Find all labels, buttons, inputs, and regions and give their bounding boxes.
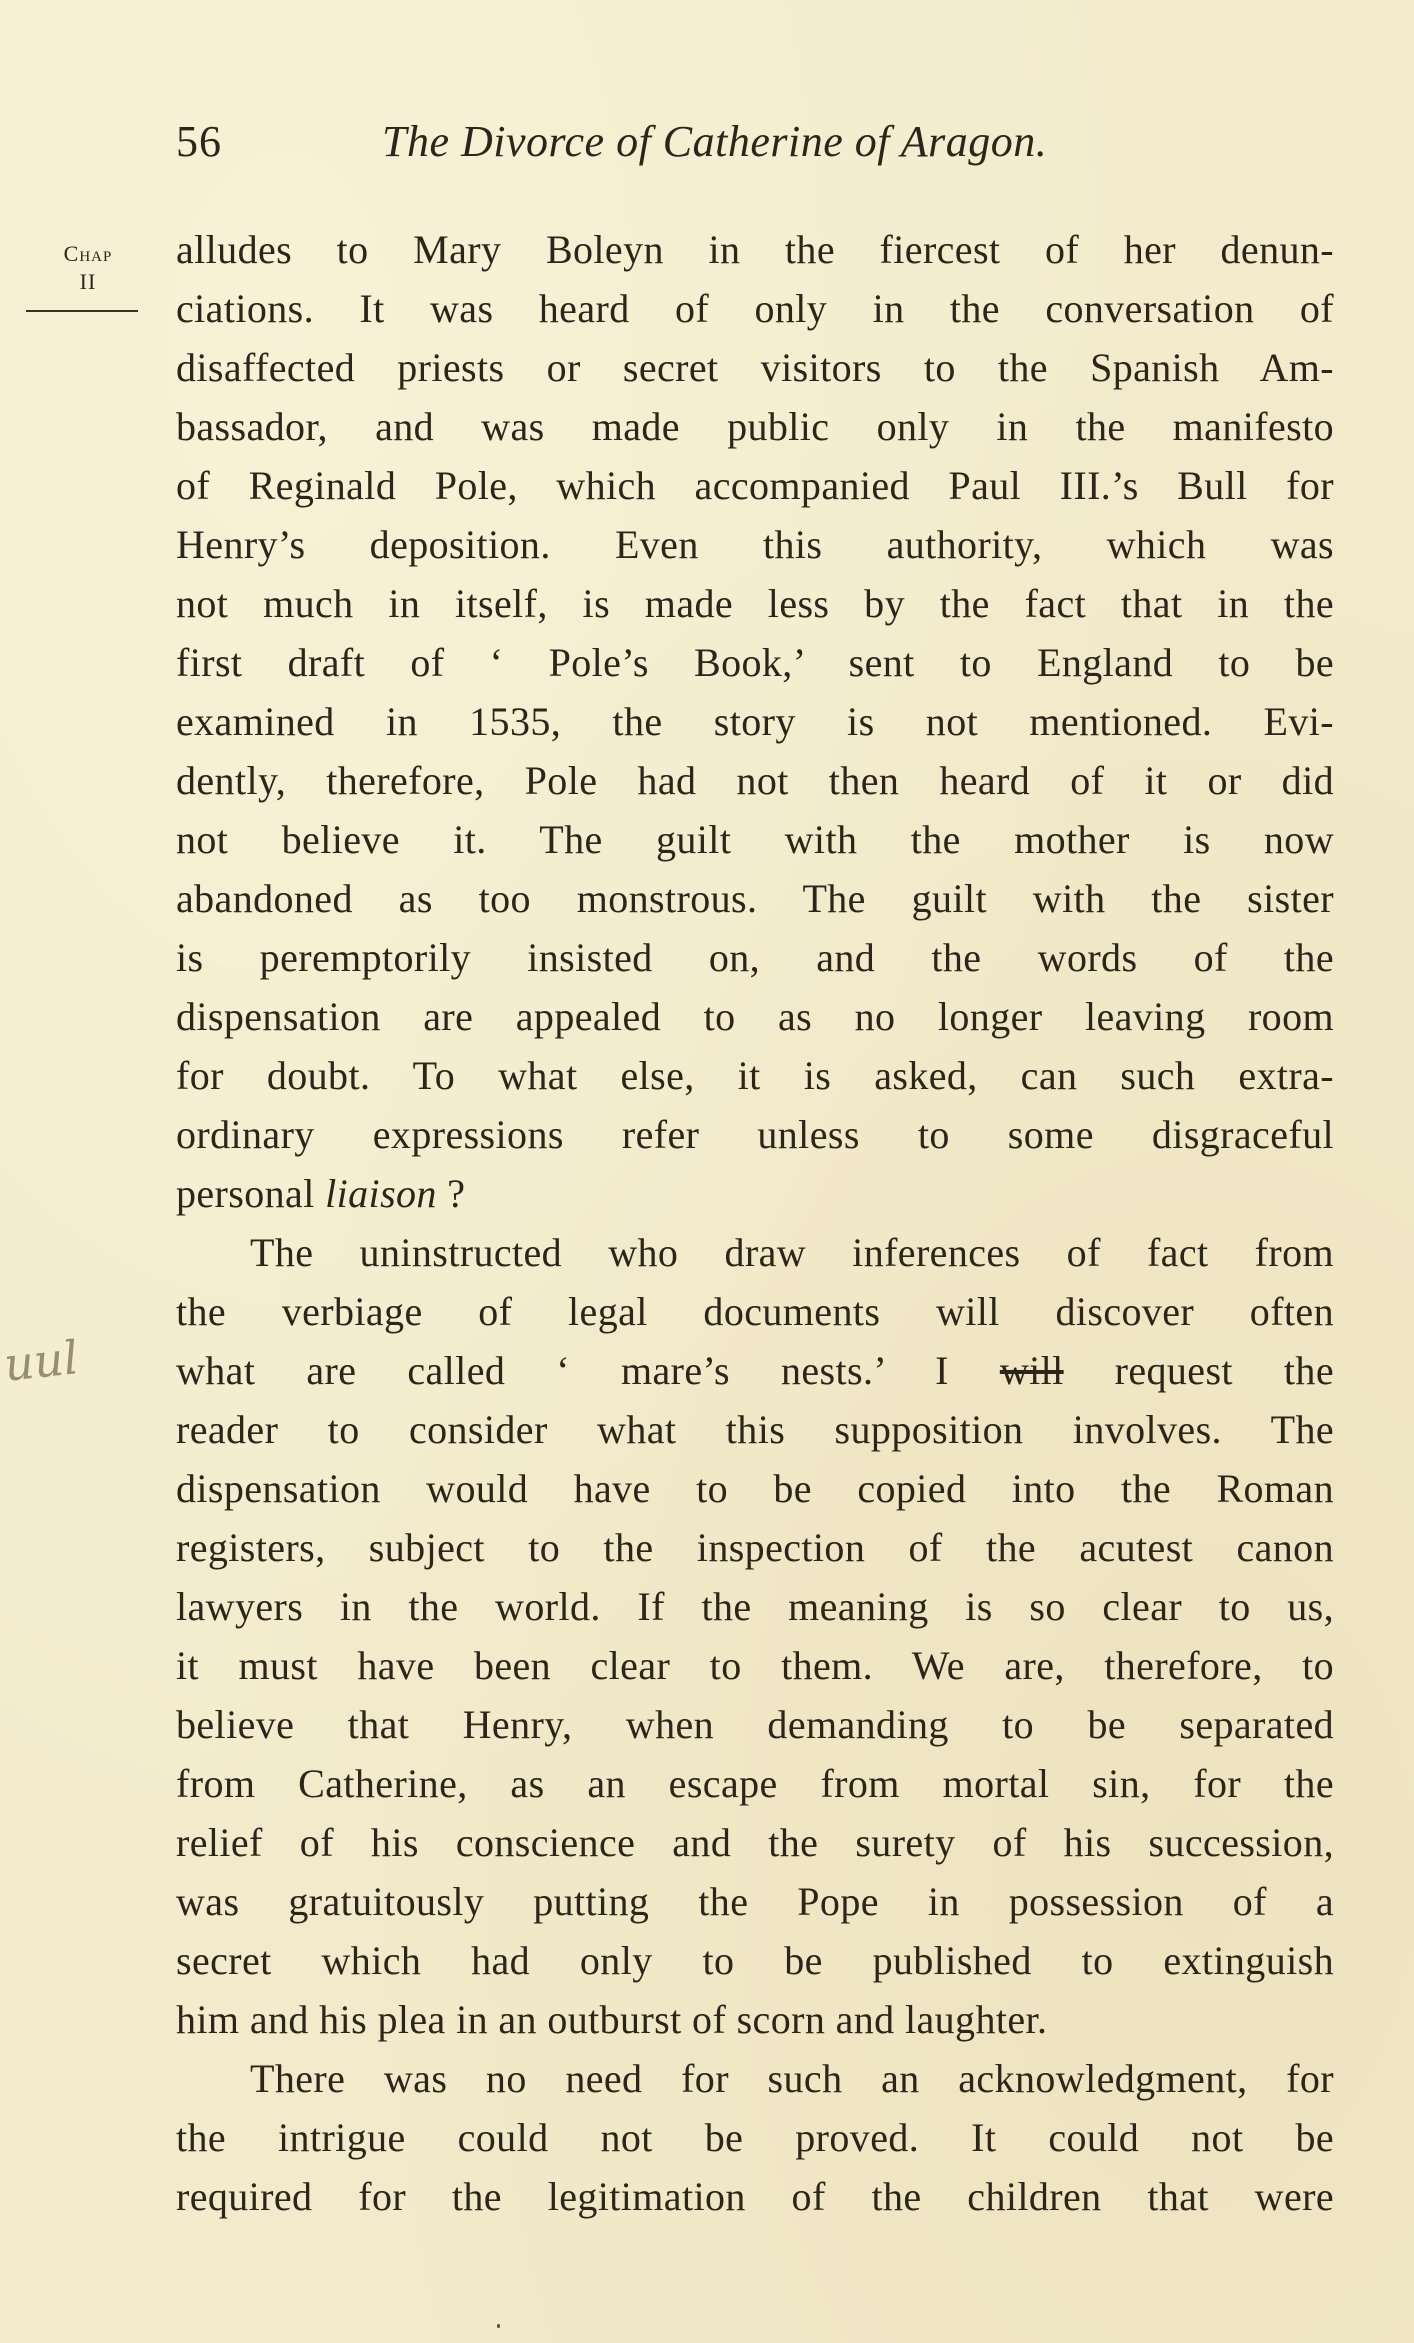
body-text [176, 220, 1334, 2226]
text-line: bassador, and was made public only in the manifesto [176, 404, 1334, 449]
text-line: was gratuitously putting the Pope in possession of a [176, 1879, 1334, 1924]
pencil-annotation: uul [1, 1330, 81, 1392]
text-line: disaffected priests or secret visitors to the Spanish Am- [176, 345, 1334, 390]
struck-word: will [999, 1348, 1064, 1393]
sidenote-rule [26, 310, 138, 312]
text-line: reader to consider what this supposition involves. The [176, 1407, 1334, 1452]
text-line: ciations. It was heard of only in the conversation of [176, 286, 1334, 331]
text-line: dently, therefore, Pole had not then heard of it or did [176, 758, 1334, 803]
text-line: lawyers in the world. If the meaning is so clear to us, [176, 1584, 1334, 1629]
text-line: the intrigue could not be proved. It could not be [176, 2115, 1334, 2160]
text-line: examined in 1535, the story is not mentioned. Evi- [176, 699, 1334, 744]
text-line: dispensation would have to be copied into the Roman [176, 1466, 1334, 1511]
text-line: not believe it. The guilt with the mother is now [176, 817, 1334, 862]
text-line: secret which had only to be published to extinguish [176, 1938, 1334, 1983]
text-line: him and his plea in an outburst of scorn and laughter. [176, 1997, 1048, 2042]
text-line: relief of his conscience and the surety of his succession, [176, 1820, 1334, 1865]
text-line: alludes to Mary Boleyn in the fiercest of her denun- [176, 227, 1334, 272]
text-line: first draft of ‘ Pole’s Book,’ sent to England to be [176, 640, 1334, 685]
text-segment: what are called ‘ mare’s nests.’ I [176, 1348, 949, 1393]
italic-word: liaison [325, 1171, 437, 1216]
text-line: it must have been clear to them. We are, therefore, to [176, 1643, 1334, 1688]
text-line [176, 1164, 1334, 1223]
text-line: from Catherine, as an escape from mortal sin, for the [176, 1761, 1334, 1806]
paragraph-first-line: The uninstructed who draw inferences of fact from [250, 1230, 1334, 1275]
text-segment: request the [1063, 1348, 1334, 1393]
text-line: for doubt. To what else, it is asked, can such extra- [176, 1053, 1334, 1098]
running-title: The Divorce of Catherine of Aragon. [382, 117, 1048, 166]
text-line: of Reginald Pole, which accompanied Paul III.’s Bull for [176, 463, 1334, 508]
text-line: the verbiage of legal documents will discover often [176, 1289, 1334, 1334]
chapter-label: Chap [63, 241, 113, 266]
text-line [176, 1341, 1334, 1400]
page-number: 56 [176, 117, 222, 166]
chapter-sidenote [28, 240, 148, 296]
text-line: ordinary expressions refer unless to some disgraceful [176, 1112, 1334, 1157]
paragraph-first-line: There was no need for such an acknowledgment, for [250, 2056, 1334, 2101]
text-line: abandoned as too monstrous. The guilt with the sister [176, 876, 1334, 921]
text-line: required for the legitimation of the children that were [176, 2174, 1334, 2219]
text-line: not much in itself, is made less by the fact that in the [176, 581, 1334, 626]
text-segment: personal [176, 1171, 315, 1216]
text-line: dispensation are appealed to as no longer leaving room [176, 994, 1334, 1039]
text-line: registers, subject to the inspection of the acutest canon [176, 1525, 1334, 1570]
text-line: Henry’s deposition. Even this authority, which was [176, 522, 1334, 567]
text-segment: ? [436, 1171, 466, 1216]
chapter-number: II [79, 269, 97, 294]
ink-speck [497, 2324, 500, 2328]
text-line: believe that Henry, when demanding to be separated [176, 1702, 1334, 1747]
running-head [176, 112, 1236, 172]
text-line: is peremptorily insisted on, and the words of the [176, 935, 1334, 980]
